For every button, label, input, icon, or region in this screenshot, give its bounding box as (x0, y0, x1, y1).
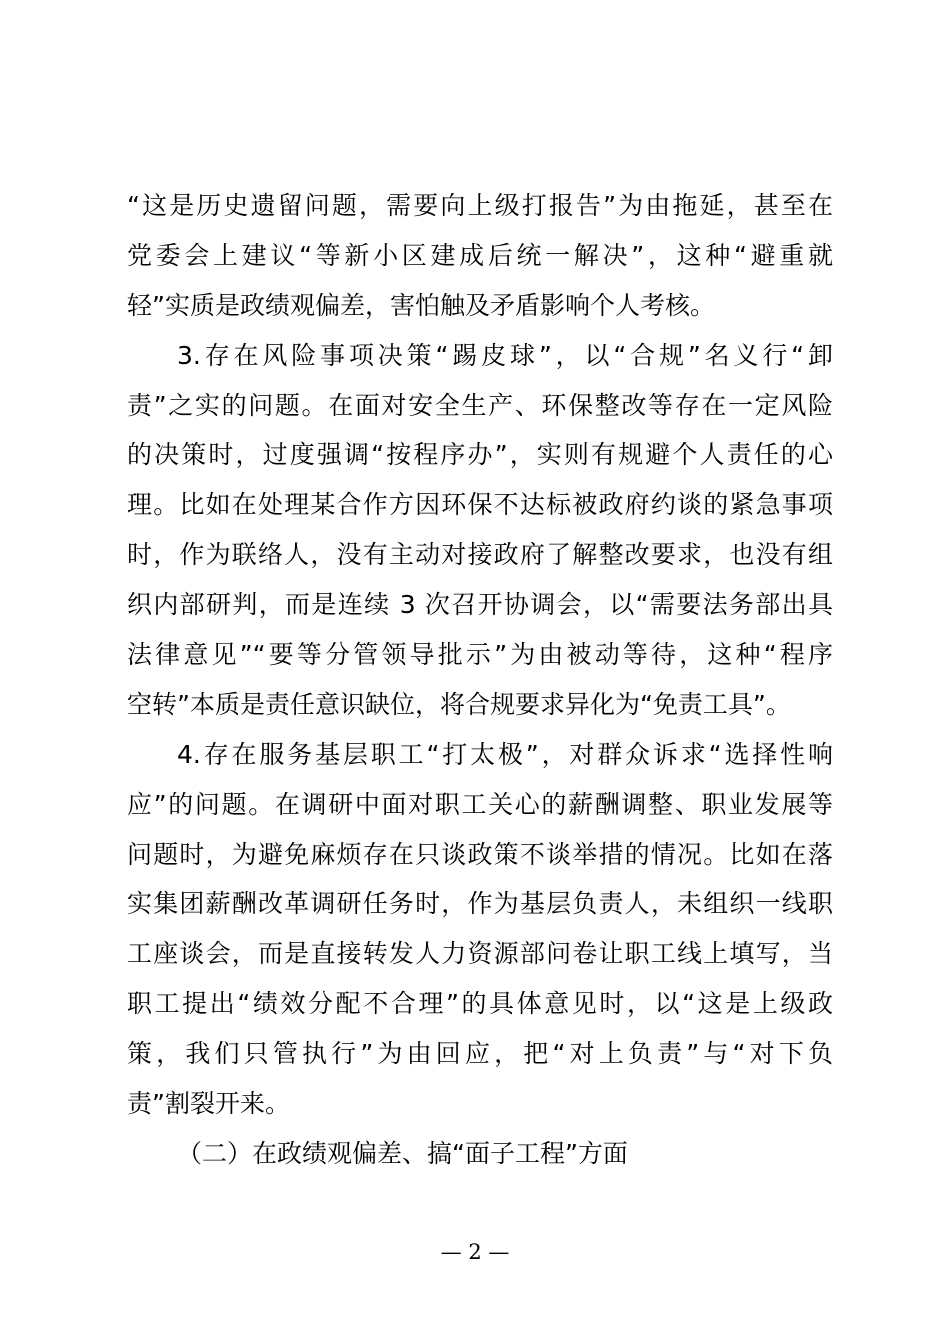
body-text (127, 181, 833, 1179)
text-line: 的决策时，过度强调“按程序办”，实则有规避个人责任的心 (127, 440, 833, 470)
text-line: 责”割裂开来。 (127, 1089, 290, 1119)
section-heading: （二）在政绩观偏差、搞“面子工程”方面 (177, 1138, 628, 1168)
text-line: 策，我们只管执行”为由回应，把“对上负责”与“对下负 (127, 1039, 833, 1069)
text-line: 空转”本质是责任意识缺位，将合规要求异化为“免责工具”。 (127, 689, 791, 719)
text-line: 应”的问题。在调研中面对职工关心的薪酬调整、职业发展等 (127, 789, 833, 819)
text-line: 理。比如在处理某合作方因环保不达标被政府约谈的紧急事项 (127, 490, 833, 520)
text-line: 实集团薪酬改革调研任务时，作为基层负责人，未组织一线职 (127, 889, 833, 919)
text-line: 4.存在服务基层职工“打太极”，对群众诉求“选择性响 (177, 739, 833, 769)
page-number: — 2 — (440, 1240, 510, 1264)
text-line: 织内部研判，而是连续 3 次召开协调会，以“需要法务部出具 (127, 590, 833, 620)
text-line: 问题时，为避免麻烦存在只谈政策不谈举措的情况。比如在落 (127, 839, 833, 869)
text-line: 时，作为联络人，没有主动对接政府了解整改要求，也没有组 (127, 540, 833, 570)
text-line: 法律意见”“要等分管领导批示”为由被动等待，这种“程序 (127, 640, 833, 670)
text-line: 轻”实质是政绩观偏差，害怕触及矛盾影响个人考核。 (127, 290, 715, 320)
text-line: 职工提出“绩效分配不合理”的具体意见时，以“这是上级政 (127, 989, 833, 1019)
text-line: 党委会上建议“等新小区建成后统一解决”，这种“避重就 (127, 240, 833, 270)
text-line: 责”之实的问题。在面对安全生产、环保整改等存在一定风险 (127, 390, 833, 420)
text-line: “这是历史遗留问题，需要向上级打报告”为由拖延，甚至在 (127, 191, 833, 220)
text-line: 工座谈会，而是直接转发人力资源部问卷让职工线上填写，当 (127, 939, 833, 969)
text-line: 3.存在风险事项决策“踢皮球”，以“合规”名义行“卸 (177, 340, 833, 370)
